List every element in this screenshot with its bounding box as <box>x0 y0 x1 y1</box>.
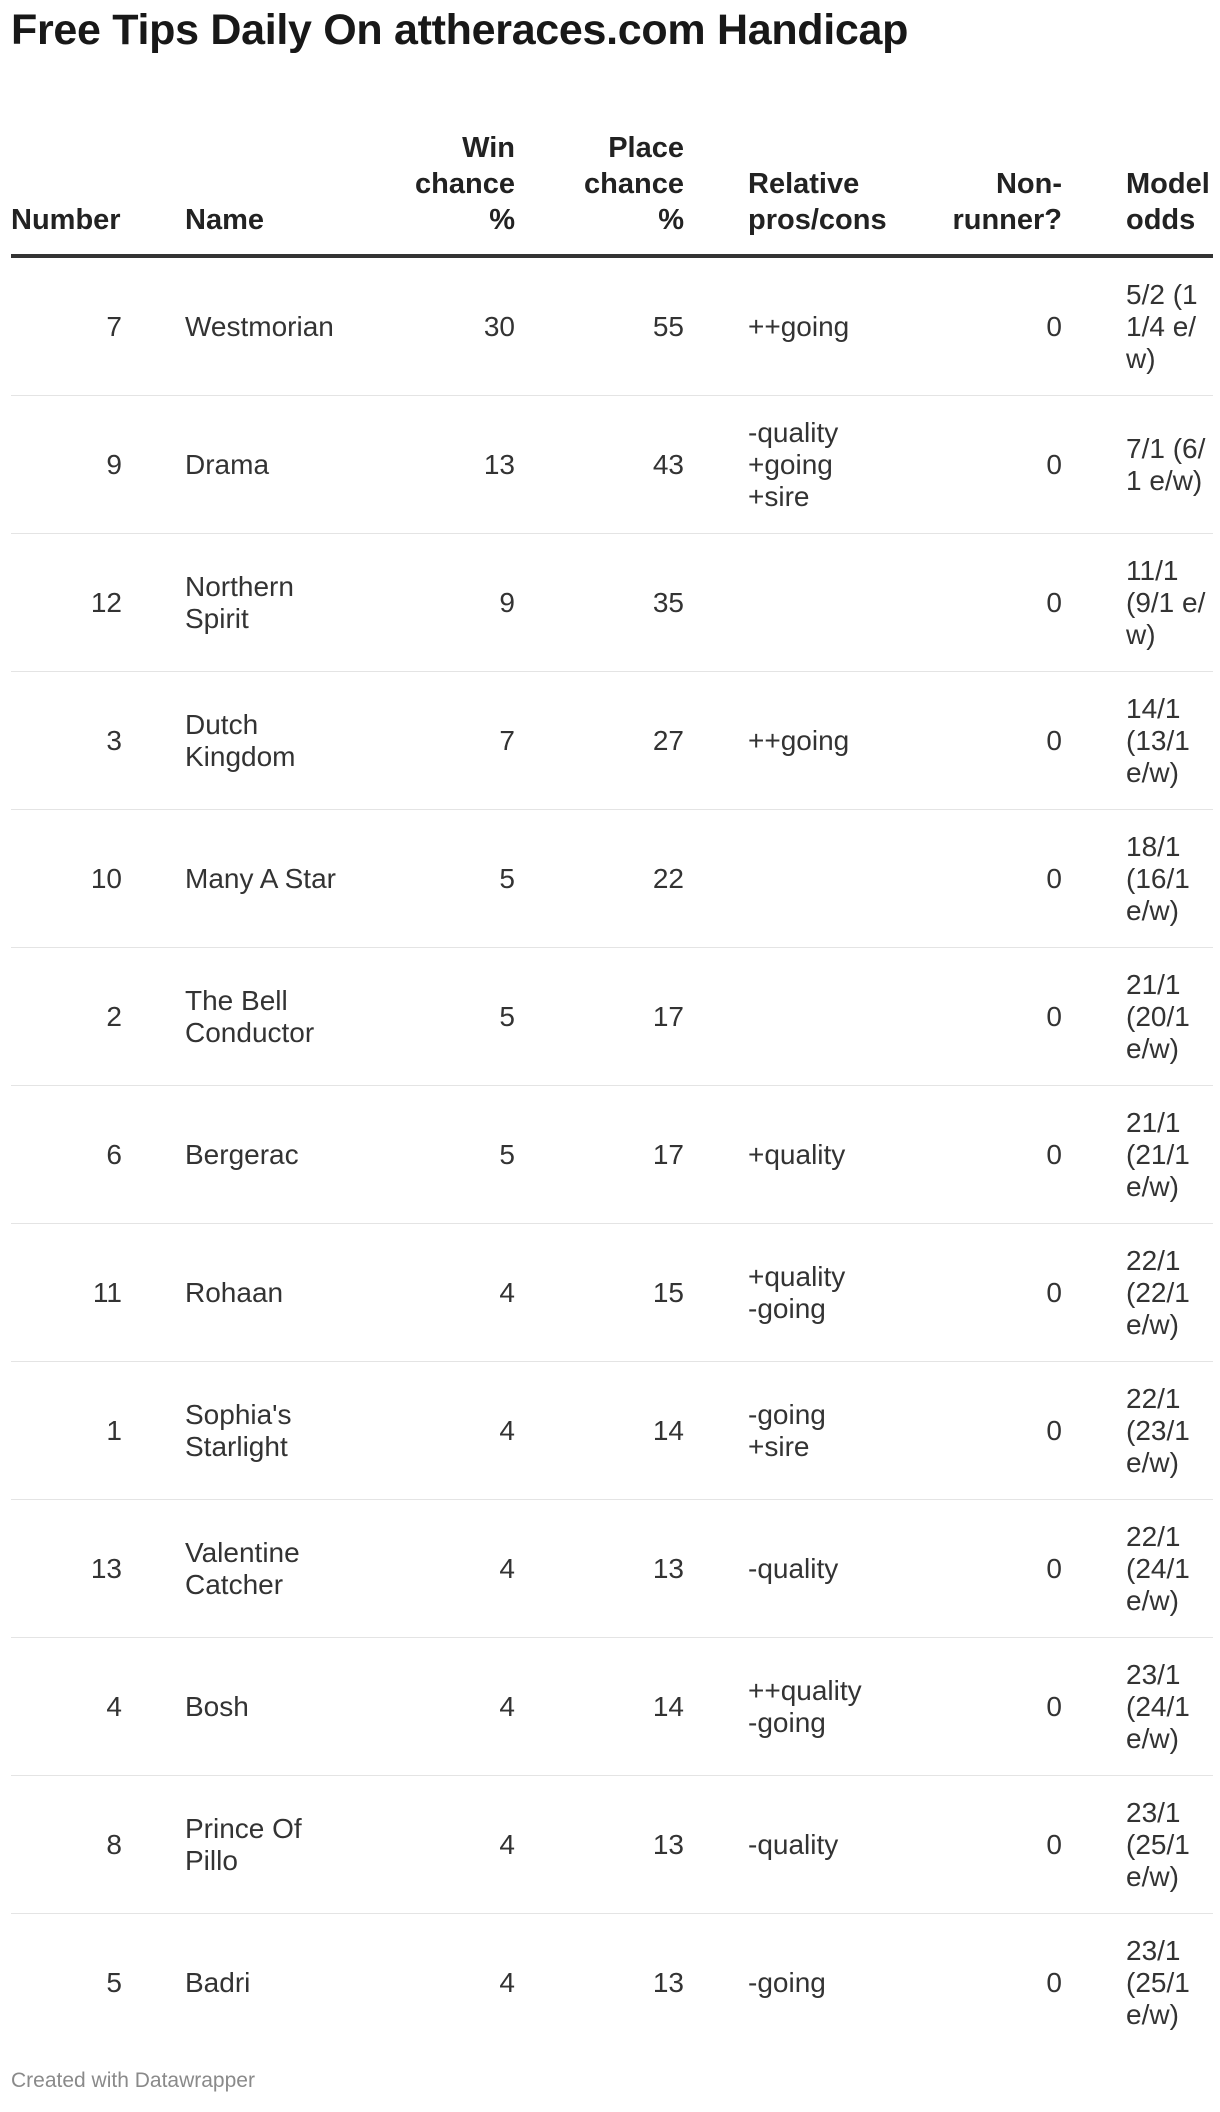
cell-spacer <box>122 1638 185 1776</box>
cell-place-chance <box>515 672 684 810</box>
cell-win-chance-text: 13 <box>483 448 515 480</box>
cell-place-chance-text: 43 <box>652 448 684 480</box>
cell-non-runner-text: 0 <box>1046 1552 1062 1584</box>
cell-place-chance-text: 13 <box>652 1966 684 1998</box>
header-odds-label: Model odds <box>1126 168 1210 236</box>
cell-spacer <box>1062 948 1126 1086</box>
cell-win-chance-text: 9 <box>499 586 515 618</box>
cell-pros-cons <box>748 810 918 948</box>
cell-non-runner <box>918 534 1062 672</box>
cell-number-text: 8 <box>106 1828 122 1860</box>
cell-place-chance <box>515 256 684 396</box>
cell-model-odds-text: 7/1 (6/1 e/w) <box>1126 432 1206 496</box>
cell-pros-cons <box>748 534 918 672</box>
cell-number-text: 12 <box>90 586 122 618</box>
cell-name-text: Valentine Catcher <box>185 1536 300 1600</box>
cell-non-runner-text: 0 <box>1046 862 1062 894</box>
chart-title: Free Tips Daily On attheraces.com Handicap <box>11 6 909 54</box>
cell-model-odds-text: 23/1 (25/1 e/w) <box>1126 1796 1190 1892</box>
cell-win-chance <box>390 256 515 396</box>
header-name-label: Name <box>185 204 264 236</box>
cell-non-runner-text: 0 <box>1046 1690 1062 1722</box>
cell-place-chance <box>515 1776 684 1914</box>
cell-spacer <box>122 396 185 534</box>
cell-spacer <box>684 256 748 396</box>
cell-place-chance <box>515 1500 684 1638</box>
cell-number-text: 5 <box>106 1966 122 1998</box>
cell-win-chance-text: 4 <box>499 1690 515 1722</box>
header-name <box>185 104 390 256</box>
cell-non-runner <box>918 810 1062 948</box>
cell-model-odds <box>1126 1776 1213 1914</box>
cell-win-chance <box>390 396 515 534</box>
cell-number-text: 2 <box>106 1000 122 1032</box>
cell-non-runner-text: 0 <box>1046 1966 1062 1998</box>
cell-model-odds-text: 22/1 (23/1 e/w) <box>1126 1382 1190 1478</box>
cell-model-odds <box>1126 1224 1213 1362</box>
cell-name <box>185 810 390 948</box>
header-number <box>11 104 122 256</box>
cell-spacer <box>684 948 748 1086</box>
table-header <box>11 104 1213 256</box>
cell-place-chance-text: 27 <box>652 724 684 756</box>
cell-number-text: 9 <box>106 448 122 480</box>
cell-number <box>11 1362 122 1500</box>
cell-pros-cons-text: -quality <box>748 1552 839 1584</box>
cell-spacer <box>684 1776 748 1914</box>
cell-non-runner <box>918 672 1062 810</box>
table-body <box>11 256 1213 2051</box>
cell-name <box>185 534 390 672</box>
cell-non-runner <box>918 1086 1062 1224</box>
cell-name <box>185 1638 390 1776</box>
cell-spacer <box>684 534 748 672</box>
cell-place-chance <box>515 534 684 672</box>
cell-spacer <box>1062 256 1126 396</box>
cell-number <box>11 534 122 672</box>
cell-pros-cons-text: ++going <box>748 310 850 342</box>
cell-model-odds-text: 21/1 (21/1 e/w) <box>1126 1106 1190 1202</box>
header-nonrunner <box>918 104 1062 256</box>
cell-non-runner <box>918 1776 1062 1914</box>
cell-model-odds <box>1126 1362 1213 1500</box>
cell-spacer <box>684 1224 748 1362</box>
cell-spacer <box>122 1086 185 1224</box>
cell-name <box>185 1914 390 2052</box>
cell-non-runner-text: 0 <box>1046 1000 1062 1032</box>
cell-model-odds <box>1126 534 1213 672</box>
cell-spacer <box>1062 1914 1126 2052</box>
cell-win-chance-text: 5 <box>499 1000 515 1032</box>
cell-name-text: The Bell Conductor <box>185 984 315 1048</box>
cell-spacer <box>1062 534 1126 672</box>
cell-number-text: 4 <box>106 1690 122 1722</box>
cell-place-chance <box>515 1362 684 1500</box>
cell-number <box>11 1914 122 2052</box>
cell-win-chance-text: 30 <box>483 310 515 342</box>
cell-name <box>185 672 390 810</box>
cell-pros-cons-text: +quality <box>748 1138 846 1170</box>
cell-place-chance <box>515 1224 684 1362</box>
cell-model-odds-text: 22/1 (24/1 e/w) <box>1126 1520 1190 1616</box>
cell-non-runner <box>918 396 1062 534</box>
cell-spacer <box>684 810 748 948</box>
cell-name-text: Sophia's Starlight <box>185 1398 292 1462</box>
cell-model-odds <box>1126 1086 1213 1224</box>
cell-spacer <box>684 672 748 810</box>
cell-model-odds <box>1126 948 1213 1086</box>
cell-name <box>185 1224 390 1362</box>
cell-model-odds-text: 21/1 (20/1 e/w) <box>1126 968 1190 1064</box>
cell-non-runner-text: 0 <box>1046 1276 1062 1308</box>
cell-pros-cons-text: -quality <box>748 1828 839 1860</box>
cell-name-text: Northern Spirit <box>185 570 294 634</box>
cell-pros-cons <box>748 672 918 810</box>
cell-spacer <box>122 256 185 396</box>
header-place <box>515 104 684 256</box>
cell-name <box>185 1500 390 1638</box>
cell-non-runner-text: 0 <box>1046 1828 1062 1860</box>
cell-spacer <box>122 1362 185 1500</box>
cell-win-chance <box>390 672 515 810</box>
table-row <box>11 1500 1213 1638</box>
cell-model-odds <box>1126 396 1213 534</box>
cell-model-odds <box>1126 672 1213 810</box>
cell-place-chance-text: 14 <box>652 1690 684 1722</box>
cell-number <box>11 1500 122 1638</box>
cell-name <box>185 1362 390 1500</box>
cell-spacer <box>122 1500 185 1638</box>
cell-win-chance-text: 7 <box>499 724 515 756</box>
table-row <box>11 256 1213 396</box>
table-row <box>11 534 1213 672</box>
header-nonrunner-label: Non- runner? <box>952 168 1062 236</box>
cell-non-runner-text: 0 <box>1046 448 1062 480</box>
cell-pros-cons-text: -going +sire <box>748 1398 826 1462</box>
cell-model-odds-text: 14/1 (13/1 e/w) <box>1126 692 1190 788</box>
cell-place-chance <box>515 1638 684 1776</box>
cell-pros-cons <box>748 256 918 396</box>
cell-non-runner-text: 0 <box>1046 1414 1062 1446</box>
cell-place-chance-text: 17 <box>652 1000 684 1032</box>
header-pros-label: Relative pros/cons <box>748 168 887 236</box>
table-row <box>11 810 1213 948</box>
cell-pros-cons-text: +quality -going <box>748 1260 846 1324</box>
cell-non-runner-text: 0 <box>1046 310 1062 342</box>
cell-model-odds-text: 23/1 (24/1 e/w) <box>1126 1658 1190 1754</box>
cell-win-chance-text: 4 <box>499 1414 515 1446</box>
cell-spacer <box>1062 810 1126 948</box>
cell-win-chance <box>390 1224 515 1362</box>
cell-number <box>11 1086 122 1224</box>
cell-spacer <box>122 948 185 1086</box>
cell-name-text: Badri <box>185 1966 251 1998</box>
cell-place-chance-text: 14 <box>652 1414 684 1446</box>
cell-spacer <box>122 1776 185 1914</box>
cell-win-chance <box>390 1776 515 1914</box>
credit-footer: Created with Datawrapper <box>11 2069 255 2092</box>
cell-name-text: Bergerac <box>185 1138 299 1170</box>
cell-place-chance-text: 17 <box>652 1138 684 1170</box>
cell-number-text: 13 <box>90 1552 122 1584</box>
cell-number <box>11 810 122 948</box>
cell-pros-cons <box>748 948 918 1086</box>
cell-number <box>11 1776 122 1914</box>
cell-pros-cons-text: -quality +going +sire <box>748 416 839 512</box>
cell-name <box>185 256 390 396</box>
cell-number <box>11 948 122 1086</box>
cell-place-chance <box>515 810 684 948</box>
cell-model-odds <box>1126 1500 1213 1638</box>
cell-win-chance-text: 4 <box>499 1828 515 1860</box>
cell-name <box>185 1086 390 1224</box>
cell-spacer <box>684 1638 748 1776</box>
cell-non-runner <box>918 1638 1062 1776</box>
table-row <box>11 672 1213 810</box>
cell-place-chance-text: 13 <box>652 1552 684 1584</box>
cell-spacer <box>122 810 185 948</box>
cell-pros-cons <box>748 396 918 534</box>
cell-spacer <box>684 396 748 534</box>
cell-win-chance <box>390 948 515 1086</box>
cell-place-chance-text: 35 <box>652 586 684 618</box>
cell-pros-cons <box>748 1224 918 1362</box>
cell-win-chance <box>390 1914 515 2052</box>
cell-pros-cons-text: ++going <box>748 724 850 756</box>
cell-model-odds-text: 23/1 (25/1 e/w) <box>1126 1934 1190 2030</box>
table-row <box>11 1362 1213 1500</box>
cell-win-chance-text: 5 <box>499 862 515 894</box>
cell-non-runner <box>918 1224 1062 1362</box>
cell-spacer <box>1062 1086 1126 1224</box>
cell-spacer <box>1062 1224 1126 1362</box>
cell-spacer <box>122 1224 185 1362</box>
table-row <box>11 1776 1213 1914</box>
cell-win-chance <box>390 1638 515 1776</box>
cell-win-chance-text: 4 <box>499 1966 515 1998</box>
cell-win-chance <box>390 810 515 948</box>
cell-win-chance <box>390 1500 515 1638</box>
table-row <box>11 1224 1213 1362</box>
cell-non-runner <box>918 256 1062 396</box>
cell-spacer <box>122 672 185 810</box>
cell-place-chance <box>515 1086 684 1224</box>
cell-name-text: Many A Star <box>185 862 336 894</box>
cell-name-text: Rohaan <box>185 1276 284 1308</box>
cell-model-odds-text: 18/1 (16/1 e/w) <box>1126 830 1190 926</box>
cell-pros-cons <box>748 1914 918 2052</box>
cell-win-chance <box>390 1362 515 1500</box>
cell-model-odds-text: 11/1 (9/1 e/w) <box>1126 554 1206 650</box>
cell-place-chance <box>515 948 684 1086</box>
cell-place-chance <box>515 396 684 534</box>
cell-place-chance-text: 55 <box>652 310 684 342</box>
header-win <box>390 104 515 256</box>
cell-place-chance-text: 15 <box>652 1276 684 1308</box>
cell-spacer <box>684 1914 748 2052</box>
header-win-label: Win chance % <box>415 132 515 236</box>
cell-name-text: Westmorian <box>185 310 334 342</box>
cell-model-odds <box>1126 1638 1213 1776</box>
cell-spacer <box>122 534 185 672</box>
cell-number <box>11 396 122 534</box>
cell-model-odds-text: 22/1 (22/1 e/w) <box>1126 1244 1190 1340</box>
cell-pros-cons-text: -going <box>748 1966 826 1998</box>
table-row <box>11 948 1213 1086</box>
cell-model-odds <box>1126 256 1213 396</box>
cell-non-runner-text: 0 <box>1046 586 1062 618</box>
cell-non-runner <box>918 1500 1062 1638</box>
cell-spacer <box>1062 396 1126 534</box>
cell-number-text: 6 <box>106 1138 122 1170</box>
cell-non-runner-text: 0 <box>1046 724 1062 756</box>
header-spacer <box>1062 104 1126 256</box>
header-spacer <box>122 104 185 256</box>
table-row <box>11 1638 1213 1776</box>
cell-spacer <box>684 1086 748 1224</box>
cell-number-text: 7 <box>106 310 122 342</box>
cell-win-chance <box>390 1086 515 1224</box>
cell-pros-cons <box>748 1776 918 1914</box>
cell-number <box>11 256 122 396</box>
cell-number-text: 11 <box>92 1276 122 1308</box>
header-odds <box>1126 104 1213 256</box>
cell-model-odds <box>1126 1914 1213 2052</box>
cell-spacer <box>1062 672 1126 810</box>
cell-spacer <box>684 1500 748 1638</box>
cell-spacer <box>1062 1776 1126 1914</box>
header-row <box>11 104 1213 256</box>
cell-spacer <box>1062 1638 1126 1776</box>
cell-pros-cons <box>748 1638 918 1776</box>
cell-pros-cons <box>748 1362 918 1500</box>
cell-model-odds-text: 5/2 (11/4 e/w) <box>1126 278 1198 374</box>
header-pros <box>748 104 918 256</box>
cell-pros-cons-text: ++quality -going <box>748 1674 862 1738</box>
table-row <box>11 396 1213 534</box>
cell-spacer <box>122 1914 185 2052</box>
header-number-label: Number <box>11 204 121 236</box>
cell-win-chance-text: 4 <box>499 1276 515 1308</box>
table-row <box>11 1914 1213 2052</box>
cell-spacer <box>1062 1500 1126 1638</box>
cell-name-text: Drama <box>185 448 270 480</box>
cell-win-chance-text: 5 <box>499 1138 515 1170</box>
header-spacer <box>684 104 748 256</box>
cell-number-text: 10 <box>90 862 122 894</box>
cell-number <box>11 1224 122 1362</box>
header-place-label: Place chance % <box>584 132 684 236</box>
cell-name-text: Dutch Kingdom <box>185 708 296 772</box>
tips-table <box>11 104 1213 2051</box>
cell-name <box>185 396 390 534</box>
cell-name <box>185 1776 390 1914</box>
cell-non-runner <box>918 1914 1062 2052</box>
cell-non-runner <box>918 948 1062 1086</box>
cell-name <box>185 948 390 1086</box>
cell-spacer <box>1062 1362 1126 1500</box>
cell-number-text: 1 <box>106 1414 122 1446</box>
cell-number <box>11 1638 122 1776</box>
cell-place-chance-text: 13 <box>652 1828 684 1860</box>
cell-win-chance <box>390 534 515 672</box>
cell-spacer <box>684 1362 748 1500</box>
cell-non-runner-text: 0 <box>1046 1138 1062 1170</box>
cell-pros-cons <box>748 1086 918 1224</box>
cell-place-chance-text: 22 <box>652 862 684 894</box>
cell-win-chance-text: 4 <box>499 1552 515 1584</box>
cell-pros-cons <box>748 1500 918 1638</box>
cell-model-odds <box>1126 810 1213 948</box>
table-row <box>11 1086 1213 1224</box>
cell-number-text: 3 <box>106 724 122 756</box>
cell-place-chance <box>515 1914 684 2052</box>
cell-non-runner <box>918 1362 1062 1500</box>
cell-number <box>11 672 122 810</box>
cell-name-text: Prince Of Pillo <box>185 1812 302 1876</box>
cell-name-text: Bosh <box>185 1690 249 1722</box>
